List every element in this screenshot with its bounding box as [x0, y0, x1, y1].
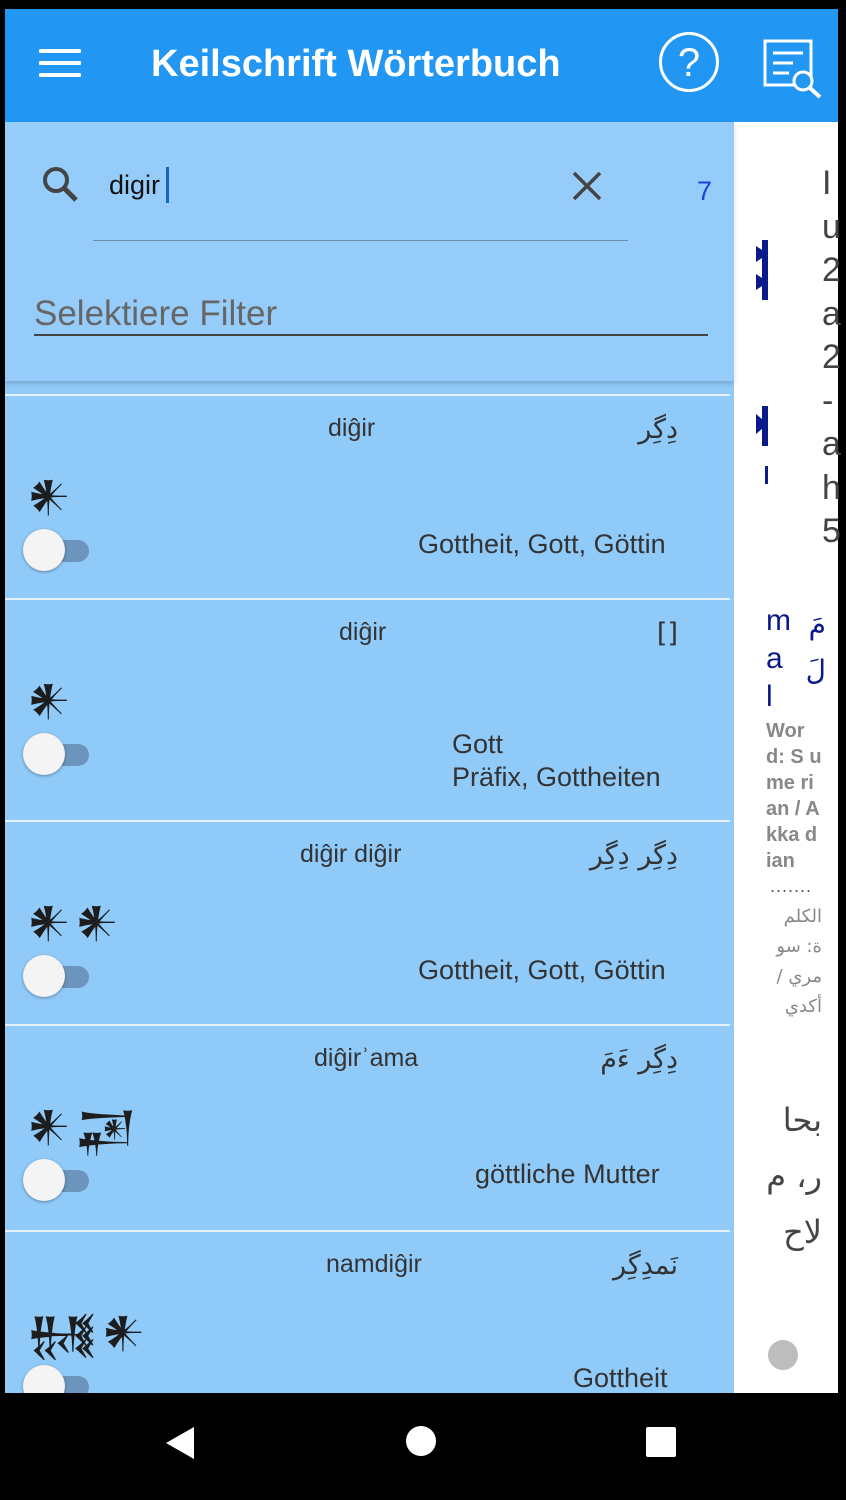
bg-letter: 5 — [822, 512, 841, 550]
bg-word-label: Wor d: S ume rian / Akka dian — [766, 720, 822, 872]
bg-letter: - — [822, 381, 834, 420]
bg-m-column — [766, 602, 791, 716]
cuneiform-sign: 𒀭 — [27, 472, 76, 521]
arabic-transcription: دِگِر دِگِر — [589, 840, 678, 871]
bg-dots: ....... — [770, 876, 813, 896]
app-bar — [5, 9, 838, 122]
bg-letter: 2 — [822, 251, 841, 289]
filter-placeholder: Selektiere Filter — [34, 294, 278, 333]
list-item[interactable] — [5, 394, 730, 598]
bg-letter: a — [822, 425, 841, 463]
app-screen — [5, 9, 841, 1393]
transliteration: diĝirʾama — [314, 1044, 419, 1072]
cuneiform-sign: 𒀭 — [27, 676, 76, 725]
app-title: Keilschrift Wörterbuch — [151, 43, 561, 85]
transliteration: diĝir — [328, 414, 376, 442]
favorite-toggle[interactable] — [23, 953, 89, 999]
search-drawer — [5, 122, 734, 1393]
search-underline — [93, 240, 628, 241]
bg-toggle[interactable] — [768, 1340, 798, 1370]
home-circle-icon[interactable] — [404, 1424, 438, 1458]
result-count: 7 — [697, 176, 713, 206]
bg-letter: a — [822, 294, 841, 333]
cuneiform-sign: 𒀭𒂼 — [27, 1102, 141, 1151]
bg-m-letter: a — [766, 642, 783, 675]
close-icon[interactable] — [567, 166, 607, 206]
meaning-text: Gottheit, Gott, Göttin — [418, 529, 666, 559]
transliteration: namdiĝir — [326, 1250, 422, 1278]
search-icon — [40, 164, 80, 204]
hamburger-menu-icon[interactable] — [39, 49, 81, 81]
background-page — [734, 122, 841, 1393]
bg-cuneiform-fragment — [756, 404, 776, 484]
list-search-icon[interactable] — [763, 39, 823, 99]
list-item[interactable] — [5, 598, 730, 820]
list-item[interactable] — [5, 820, 730, 1024]
arabic-transcription: نَمدِگِر — [612, 1250, 678, 1281]
text-caret — [166, 167, 169, 203]
bg-m-letter: l — [766, 680, 773, 713]
meaning-text: Gottheit, Gott, Göttin — [418, 955, 666, 985]
meaning-text: Gottheit — [573, 1363, 668, 1393]
meaning-text: Gott Präfix, Gottheiten — [452, 729, 661, 792]
list-item[interactable] — [5, 1024, 730, 1230]
help-circle-icon[interactable]: ? — [659, 32, 719, 92]
cuneiform-sign: 𒀭𒀭 — [27, 898, 124, 947]
bg-letter: h — [822, 468, 841, 507]
bg-m-letter: m — [766, 604, 791, 637]
transliteration: diĝir — [339, 618, 387, 646]
bg-letter: u — [822, 207, 841, 246]
bg-arabic-small: مَ لَ — [805, 608, 826, 687]
filter-select[interactable] — [34, 282, 708, 336]
favorite-toggle[interactable] — [23, 1157, 89, 1203]
recents-square-icon[interactable] — [644, 1425, 678, 1459]
bg-cuneiform-fragment — [756, 232, 776, 302]
bg-letter: 2 — [822, 338, 841, 376]
meaning-text: göttliche Mutter — [475, 1159, 660, 1189]
arabic-transcription: دِگِر ءَمَ — [600, 1044, 678, 1075]
search-area — [5, 122, 734, 381]
favorite-toggle[interactable] — [23, 731, 89, 777]
transliteration: diĝir diĝir — [300, 840, 402, 868]
back-triangle-icon[interactable] — [160, 1423, 200, 1463]
bg-letter: I — [822, 164, 832, 202]
search-input[interactable] — [109, 170, 539, 201]
bg-arabic-big: بحا ر، م لاح — [766, 1101, 822, 1251]
system-nav-bar — [0, 1393, 846, 1500]
favorite-toggle[interactable] — [23, 527, 89, 573]
bg-arabic-label: الكلم ة: سو مري / أكدي — [776, 906, 822, 1017]
arabic-transcription: [] — [656, 618, 678, 649]
arabic-transcription: دِگِر — [638, 414, 678, 445]
bg-letter-column — [822, 162, 842, 554]
cuneiform-sign: 𒉆𒀭 — [27, 1308, 150, 1357]
